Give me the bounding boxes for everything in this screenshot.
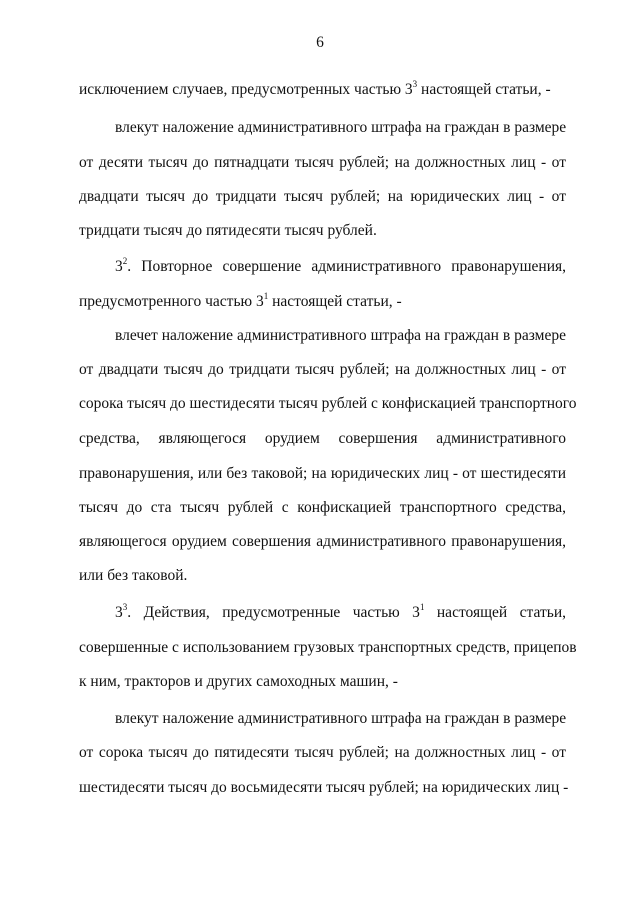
text-line: совершенные с использованием грузовых транспортных средств, прицепов: [79, 639, 577, 656]
text-line: двадцати тысяч до тридцати тысяч рублей; на юридических лиц - от: [79, 188, 566, 205]
text-line: от сорока тысяч до пятидесяти тысяч рублей; на должностных лиц - от: [79, 744, 566, 761]
page-number: 6: [316, 34, 324, 51]
text-line: исключением случаев, предусмотренных частью $3^3$ настоящей статьи, -: [79, 78, 551, 98]
text-line: или без таковой.: [79, 567, 188, 584]
text-line: правонарушения, или без таковой; на юридических лиц - от шестидесяти: [79, 465, 566, 482]
text-line: тысяч до ста тысяч рублей с конфискацией транспортного средства,: [79, 499, 566, 516]
text-line: влечет наложение административного штрафа на граждан в размере: [115, 327, 566, 344]
text-line: влекут наложение административного штрафа на граждан в размере: [115, 119, 567, 136]
text-line: от двадцати тысяч до тридцати тысяч рублей; на должностных лиц - от: [79, 361, 566, 378]
text-line: средства, являющегося орудием совершения административного: [79, 430, 566, 447]
text-line: влекут наложение административного штрафа на граждан в размере: [115, 710, 567, 727]
text-line: $3^2$. Повторное совершение административного правонарушения,: [115, 255, 566, 275]
text-line: шестидесяти тысяч до восьмидесяти тысяч рублей; на юридических лиц -: [79, 779, 569, 796]
text-line: от десяти тысяч до пятнадцати тысяч рублей; на должностных лиц - от: [79, 154, 566, 171]
text-line: предусмотренного частью $3^1$ настоящей статьи, -: [79, 290, 402, 310]
text-line: тридцати тысяч до пятидесяти тысяч рублей.: [79, 222, 377, 239]
text-line: являющегося орудием совершения административного правонарушения,: [79, 533, 566, 550]
text-line: к ним, тракторов и других самоходных машин, -: [79, 673, 398, 690]
text-line: сорока тысяч до шестидесяти тысяч рублей с конфискацией транспортного: [79, 395, 577, 412]
text-line: $3^3$. Действия, предусмотренные частью $3^1$ настоящей статьи,: [115, 601, 566, 621]
